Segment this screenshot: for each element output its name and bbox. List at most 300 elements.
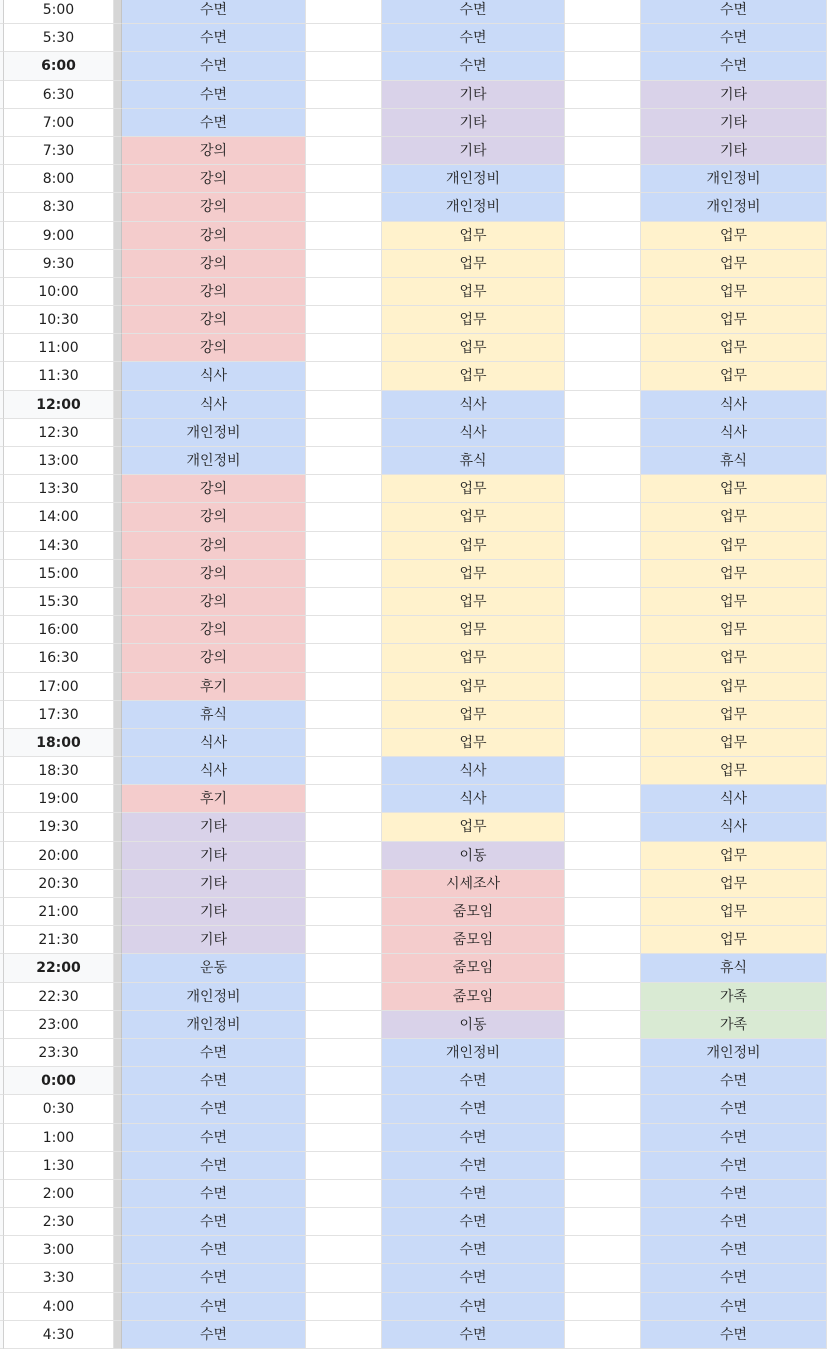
time-cell[interactable]: 16:30: [4, 644, 114, 672]
time-cell[interactable]: 15:30: [4, 588, 114, 616]
empty-cell[interactable]: [565, 278, 641, 306]
activity-cell-col1[interactable]: 강의: [122, 475, 306, 503]
empty-cell[interactable]: [306, 983, 382, 1011]
activity-cell-col2[interactable]: 줌모임: [382, 954, 565, 982]
time-cell[interactable]: 1:00: [4, 1124, 114, 1152]
activity-cell-col2[interactable]: 개인정비: [382, 1039, 565, 1067]
activity-cell-col1[interactable]: 기타: [122, 898, 306, 926]
empty-cell[interactable]: [306, 1039, 382, 1067]
activity-cell-col3[interactable]: 업무: [641, 222, 827, 250]
empty-cell[interactable]: [565, 898, 641, 926]
empty-cell[interactable]: [306, 1293, 382, 1321]
empty-cell[interactable]: [306, 24, 382, 52]
empty-cell[interactable]: [306, 1180, 382, 1208]
activity-cell-col3[interactable]: 개인정비: [641, 165, 827, 193]
frozen-column-divider[interactable]: [114, 870, 122, 898]
activity-cell-col1[interactable]: 강의: [122, 165, 306, 193]
frozen-column-divider[interactable]: [114, 785, 122, 813]
activity-cell-col2[interactable]: 수면: [382, 1208, 565, 1236]
empty-cell[interactable]: [306, 250, 382, 278]
empty-cell[interactable]: [565, 729, 641, 757]
frozen-column-divider[interactable]: [114, 983, 122, 1011]
activity-cell-col3[interactable]: 수면: [641, 1124, 827, 1152]
activity-cell-col2[interactable]: 업무: [382, 644, 565, 672]
frozen-column-divider[interactable]: [114, 222, 122, 250]
activity-cell-col1[interactable]: 강의: [122, 278, 306, 306]
time-cell[interactable]: 12:00: [4, 391, 114, 419]
activity-cell-col3[interactable]: 수면: [641, 1293, 827, 1321]
time-cell[interactable]: 16:00: [4, 616, 114, 644]
activity-cell-col2[interactable]: 식사: [382, 785, 565, 813]
activity-cell-col3[interactable]: 기타: [641, 81, 827, 109]
time-cell[interactable]: 4:00: [4, 1293, 114, 1321]
activity-cell-col3[interactable]: 업무: [641, 278, 827, 306]
frozen-column-divider[interactable]: [114, 813, 122, 841]
empty-cell[interactable]: [565, 137, 641, 165]
frozen-column-divider[interactable]: [114, 278, 122, 306]
frozen-column-divider[interactable]: [114, 475, 122, 503]
activity-cell-col3[interactable]: 수면: [641, 1264, 827, 1292]
activity-cell-col3[interactable]: 업무: [641, 475, 827, 503]
time-cell[interactable]: 13:30: [4, 475, 114, 503]
empty-cell[interactable]: [306, 362, 382, 390]
empty-cell[interactable]: [306, 503, 382, 531]
empty-cell[interactable]: [306, 926, 382, 954]
empty-cell[interactable]: [565, 757, 641, 785]
empty-cell[interactable]: [565, 1067, 641, 1095]
time-cell[interactable]: 9:30: [4, 250, 114, 278]
activity-cell-col1[interactable]: 수면: [122, 1321, 306, 1349]
empty-cell[interactable]: [565, 109, 641, 137]
frozen-column-divider[interactable]: [114, 1293, 122, 1321]
activity-cell-col2[interactable]: 업무: [382, 222, 565, 250]
activity-cell-col3[interactable]: 업무: [641, 701, 827, 729]
activity-cell-col1[interactable]: 수면: [122, 52, 306, 80]
activity-cell-col1[interactable]: 강의: [122, 193, 306, 221]
frozen-column-divider[interactable]: [114, 250, 122, 278]
activity-cell-col1[interactable]: 수면: [122, 109, 306, 137]
empty-cell[interactable]: [565, 785, 641, 813]
empty-cell[interactable]: [565, 983, 641, 1011]
activity-cell-col1[interactable]: 식사: [122, 362, 306, 390]
empty-cell[interactable]: [306, 1011, 382, 1039]
activity-cell-col3[interactable]: 업무: [641, 588, 827, 616]
empty-cell[interactable]: [565, 532, 641, 560]
frozen-column-divider[interactable]: [114, 334, 122, 362]
activity-cell-col1[interactable]: 수면: [122, 1208, 306, 1236]
empty-cell[interactable]: [306, 701, 382, 729]
activity-cell-col3[interactable]: 업무: [641, 757, 827, 785]
empty-cell[interactable]: [565, 165, 641, 193]
empty-cell[interactable]: [306, 616, 382, 644]
time-cell[interactable]: 17:30: [4, 701, 114, 729]
empty-cell[interactable]: [565, 1264, 641, 1292]
time-cell[interactable]: 14:30: [4, 532, 114, 560]
activity-cell-col2[interactable]: 업무: [382, 334, 565, 362]
time-cell[interactable]: 21:30: [4, 926, 114, 954]
activity-cell-col1[interactable]: 수면: [122, 1124, 306, 1152]
activity-cell-col3[interactable]: 업무: [641, 250, 827, 278]
time-cell[interactable]: 0:30: [4, 1095, 114, 1123]
time-cell[interactable]: 8:30: [4, 193, 114, 221]
empty-cell[interactable]: [306, 1067, 382, 1095]
activity-cell-col2[interactable]: 수면: [382, 1124, 565, 1152]
activity-cell-col1[interactable]: 강의: [122, 222, 306, 250]
empty-cell[interactable]: [306, 1264, 382, 1292]
activity-cell-col1[interactable]: 수면: [122, 0, 306, 24]
activity-cell-col2[interactable]: 수면: [382, 1152, 565, 1180]
activity-cell-col2[interactable]: 수면: [382, 24, 565, 52]
time-cell[interactable]: 10:30: [4, 306, 114, 334]
empty-cell[interactable]: [565, 334, 641, 362]
activity-cell-col2[interactable]: 업무: [382, 250, 565, 278]
activity-cell-col3[interactable]: 가족: [641, 983, 827, 1011]
time-cell[interactable]: 14:00: [4, 503, 114, 531]
time-cell[interactable]: 22:00: [4, 954, 114, 982]
activity-cell-col2[interactable]: 업무: [382, 588, 565, 616]
activity-cell-col3[interactable]: 업무: [641, 842, 827, 870]
empty-cell[interactable]: [306, 673, 382, 701]
activity-cell-col2[interactable]: 수면: [382, 0, 565, 24]
activity-cell-col3[interactable]: 업무: [641, 729, 827, 757]
activity-cell-col1[interactable]: 수면: [122, 1152, 306, 1180]
activity-cell-col2[interactable]: 업무: [382, 701, 565, 729]
time-cell[interactable]: 23:00: [4, 1011, 114, 1039]
activity-cell-col3[interactable]: 수면: [641, 1208, 827, 1236]
frozen-column-divider[interactable]: [114, 137, 122, 165]
activity-cell-col3[interactable]: 휴식: [641, 447, 827, 475]
activity-cell-col3[interactable]: 식사: [641, 391, 827, 419]
activity-cell-col3[interactable]: 수면: [641, 52, 827, 80]
frozen-column-divider[interactable]: [114, 419, 122, 447]
empty-cell[interactable]: [565, 250, 641, 278]
activity-cell-col1[interactable]: 운동: [122, 954, 306, 982]
empty-cell[interactable]: [565, 1011, 641, 1039]
frozen-column-divider[interactable]: [114, 362, 122, 390]
frozen-column-divider[interactable]: [114, 1180, 122, 1208]
empty-cell[interactable]: [306, 1124, 382, 1152]
activity-cell-col2[interactable]: 기타: [382, 137, 565, 165]
activity-cell-col1[interactable]: 강의: [122, 532, 306, 560]
activity-cell-col2[interactable]: 줌모임: [382, 898, 565, 926]
frozen-column-divider[interactable]: [114, 306, 122, 334]
empty-cell[interactable]: [565, 842, 641, 870]
frozen-column-divider[interactable]: [114, 1095, 122, 1123]
empty-cell[interactable]: [306, 1152, 382, 1180]
time-cell[interactable]: 7:30: [4, 137, 114, 165]
activity-cell-col1[interactable]: 수면: [122, 1293, 306, 1321]
frozen-column-divider[interactable]: [114, 1264, 122, 1292]
empty-cell[interactable]: [306, 137, 382, 165]
empty-cell[interactable]: [306, 1208, 382, 1236]
empty-cell[interactable]: [565, 503, 641, 531]
activity-cell-col3[interactable]: 수면: [641, 1095, 827, 1123]
empty-cell[interactable]: [565, 616, 641, 644]
empty-cell[interactable]: [565, 475, 641, 503]
time-cell[interactable]: 18:00: [4, 729, 114, 757]
time-cell[interactable]: 0:00: [4, 1067, 114, 1095]
empty-cell[interactable]: [306, 165, 382, 193]
activity-cell-col3[interactable]: 업무: [641, 560, 827, 588]
empty-cell[interactable]: [565, 813, 641, 841]
activity-cell-col3[interactable]: 업무: [641, 532, 827, 560]
frozen-column-divider[interactable]: [114, 0, 122, 24]
activity-cell-col2[interactable]: 식사: [382, 391, 565, 419]
time-cell[interactable]: 3:30: [4, 1264, 114, 1292]
activity-cell-col1[interactable]: 수면: [122, 1236, 306, 1264]
frozen-column-divider[interactable]: [114, 532, 122, 560]
time-cell[interactable]: 11:00: [4, 334, 114, 362]
activity-cell-col2[interactable]: 업무: [382, 616, 565, 644]
activity-cell-col2[interactable]: 수면: [382, 1321, 565, 1349]
empty-cell[interactable]: [565, 306, 641, 334]
empty-cell[interactable]: [306, 419, 382, 447]
activity-cell-col1[interactable]: 휴식: [122, 701, 306, 729]
activity-cell-col1[interactable]: 기타: [122, 842, 306, 870]
activity-cell-col2[interactable]: 식사: [382, 419, 565, 447]
activity-cell-col2[interactable]: 수면: [382, 1180, 565, 1208]
empty-cell[interactable]: [306, 1321, 382, 1349]
activity-cell-col1[interactable]: 식사: [122, 391, 306, 419]
empty-cell[interactable]: [565, 1180, 641, 1208]
activity-cell-col2[interactable]: 업무: [382, 503, 565, 531]
activity-cell-col1[interactable]: 수면: [122, 1067, 306, 1095]
activity-cell-col2[interactable]: 수면: [382, 1264, 565, 1292]
empty-cell[interactable]: [565, 391, 641, 419]
frozen-column-divider[interactable]: [114, 193, 122, 221]
empty-cell[interactable]: [306, 222, 382, 250]
empty-cell[interactable]: [306, 109, 382, 137]
time-cell[interactable]: 6:30: [4, 81, 114, 109]
empty-cell[interactable]: [306, 475, 382, 503]
time-cell[interactable]: 3:00: [4, 1236, 114, 1264]
activity-cell-col3[interactable]: 수면: [641, 1236, 827, 1264]
activity-cell-col3[interactable]: 휴식: [641, 954, 827, 982]
activity-cell-col1[interactable]: 수면: [122, 24, 306, 52]
frozen-column-divider[interactable]: [114, 1236, 122, 1264]
empty-cell[interactable]: [565, 0, 641, 24]
activity-cell-col1[interactable]: 강의: [122, 306, 306, 334]
activity-cell-col1[interactable]: 강의: [122, 137, 306, 165]
empty-cell[interactable]: [306, 334, 382, 362]
empty-cell[interactable]: [306, 588, 382, 616]
activity-cell-col2[interactable]: 식사: [382, 757, 565, 785]
activity-cell-col1[interactable]: 수면: [122, 1095, 306, 1123]
time-cell[interactable]: 20:30: [4, 870, 114, 898]
activity-cell-col3[interactable]: 기타: [641, 137, 827, 165]
empty-cell[interactable]: [306, 193, 382, 221]
empty-cell[interactable]: [306, 278, 382, 306]
empty-cell[interactable]: [306, 81, 382, 109]
frozen-column-divider[interactable]: [114, 673, 122, 701]
activity-cell-col1[interactable]: 후기: [122, 785, 306, 813]
activity-cell-col3[interactable]: 업무: [641, 870, 827, 898]
frozen-column-divider[interactable]: [114, 24, 122, 52]
empty-cell[interactable]: [565, 1039, 641, 1067]
activity-cell-col1[interactable]: 개인정비: [122, 983, 306, 1011]
activity-cell-col1[interactable]: 수면: [122, 1039, 306, 1067]
activity-cell-col3[interactable]: 기타: [641, 109, 827, 137]
activity-cell-col3[interactable]: 수면: [641, 0, 827, 24]
empty-cell[interactable]: [565, 193, 641, 221]
empty-cell[interactable]: [565, 1293, 641, 1321]
activity-cell-col3[interactable]: 업무: [641, 334, 827, 362]
empty-cell[interactable]: [565, 926, 641, 954]
empty-cell[interactable]: [306, 560, 382, 588]
empty-cell[interactable]: [565, 1321, 641, 1349]
empty-cell[interactable]: [565, 560, 641, 588]
empty-cell[interactable]: [565, 362, 641, 390]
time-cell[interactable]: 19:00: [4, 785, 114, 813]
empty-cell[interactable]: [565, 701, 641, 729]
empty-cell[interactable]: [306, 0, 382, 24]
empty-cell[interactable]: [565, 954, 641, 982]
empty-cell[interactable]: [565, 1152, 641, 1180]
empty-cell[interactable]: [565, 447, 641, 475]
activity-cell-col3[interactable]: 식사: [641, 813, 827, 841]
empty-cell[interactable]: [306, 842, 382, 870]
empty-cell[interactable]: [565, 52, 641, 80]
activity-cell-col2[interactable]: 업무: [382, 813, 565, 841]
empty-cell[interactable]: [306, 870, 382, 898]
frozen-column-divider[interactable]: [114, 391, 122, 419]
activity-cell-col1[interactable]: 강의: [122, 616, 306, 644]
activity-cell-col3[interactable]: 개인정비: [641, 1039, 827, 1067]
time-cell[interactable]: 22:30: [4, 983, 114, 1011]
activity-cell-col2[interactable]: 수면: [382, 1095, 565, 1123]
empty-cell[interactable]: [306, 52, 382, 80]
activity-cell-col3[interactable]: 업무: [641, 926, 827, 954]
activity-cell-col2[interactable]: 이동: [382, 842, 565, 870]
activity-cell-col2[interactable]: 업무: [382, 560, 565, 588]
empty-cell[interactable]: [565, 419, 641, 447]
frozen-column-divider[interactable]: [114, 81, 122, 109]
activity-cell-col1[interactable]: 강의: [122, 644, 306, 672]
activity-cell-col1[interactable]: 개인정비: [122, 447, 306, 475]
activity-cell-col3[interactable]: 식사: [641, 785, 827, 813]
frozen-column-divider[interactable]: [114, 52, 122, 80]
empty-cell[interactable]: [565, 1208, 641, 1236]
empty-cell[interactable]: [306, 1095, 382, 1123]
empty-cell[interactable]: [565, 1236, 641, 1264]
empty-cell[interactable]: [565, 1095, 641, 1123]
empty-cell[interactable]: [306, 644, 382, 672]
frozen-column-divider[interactable]: [114, 757, 122, 785]
frozen-column-divider[interactable]: [114, 701, 122, 729]
activity-cell-col1[interactable]: 수면: [122, 81, 306, 109]
time-cell[interactable]: 5:00: [4, 0, 114, 24]
empty-cell[interactable]: [565, 673, 641, 701]
activity-cell-col1[interactable]: 기타: [122, 926, 306, 954]
empty-cell[interactable]: [306, 785, 382, 813]
activity-cell-col3[interactable]: 수면: [641, 1180, 827, 1208]
activity-cell-col3[interactable]: 수면: [641, 24, 827, 52]
empty-cell[interactable]: [306, 729, 382, 757]
time-cell[interactable]: 20:00: [4, 842, 114, 870]
activity-cell-col2[interactable]: 업무: [382, 278, 565, 306]
activity-cell-col3[interactable]: 업무: [641, 616, 827, 644]
activity-cell-col3[interactable]: 업무: [641, 362, 827, 390]
activity-cell-col1[interactable]: 수면: [122, 1180, 306, 1208]
frozen-column-divider[interactable]: [114, 165, 122, 193]
empty-cell[interactable]: [565, 1124, 641, 1152]
activity-cell-col2[interactable]: 업무: [382, 306, 565, 334]
activity-cell-col2[interactable]: 이동: [382, 1011, 565, 1039]
frozen-column-divider[interactable]: [114, 729, 122, 757]
frozen-column-divider[interactable]: [114, 1011, 122, 1039]
time-cell[interactable]: 11:30: [4, 362, 114, 390]
activity-cell-col2[interactable]: 업무: [382, 729, 565, 757]
time-cell[interactable]: 13:00: [4, 447, 114, 475]
activity-cell-col3[interactable]: 업무: [641, 898, 827, 926]
activity-cell-col1[interactable]: 기타: [122, 813, 306, 841]
empty-cell[interactable]: [306, 757, 382, 785]
activity-cell-col1[interactable]: 식사: [122, 757, 306, 785]
frozen-column-divider[interactable]: [114, 926, 122, 954]
time-cell[interactable]: 7:00: [4, 109, 114, 137]
empty-cell[interactable]: [306, 447, 382, 475]
time-cell[interactable]: 2:30: [4, 1208, 114, 1236]
time-cell[interactable]: 15:00: [4, 560, 114, 588]
activity-cell-col1[interactable]: 후기: [122, 673, 306, 701]
activity-cell-col1[interactable]: 강의: [122, 334, 306, 362]
empty-cell[interactable]: [306, 391, 382, 419]
time-cell[interactable]: 5:30: [4, 24, 114, 52]
activity-cell-col2[interactable]: 수면: [382, 52, 565, 80]
empty-cell[interactable]: [306, 306, 382, 334]
frozen-column-divider[interactable]: [114, 842, 122, 870]
activity-cell-col1[interactable]: 기타: [122, 870, 306, 898]
empty-cell[interactable]: [565, 81, 641, 109]
time-cell[interactable]: 21:00: [4, 898, 114, 926]
frozen-column-divider[interactable]: [114, 616, 122, 644]
frozen-column-divider[interactable]: [114, 1208, 122, 1236]
time-cell[interactable]: 19:30: [4, 813, 114, 841]
activity-cell-col2[interactable]: 기타: [382, 81, 565, 109]
activity-cell-col1[interactable]: 강의: [122, 503, 306, 531]
frozen-column-divider[interactable]: [114, 1152, 122, 1180]
activity-cell-col3[interactable]: 수면: [641, 1067, 827, 1095]
empty-cell[interactable]: [306, 954, 382, 982]
activity-cell-col2[interactable]: 수면: [382, 1293, 565, 1321]
activity-cell-col1[interactable]: 강의: [122, 560, 306, 588]
time-cell[interactable]: 1:30: [4, 1152, 114, 1180]
time-cell[interactable]: 6:00: [4, 52, 114, 80]
time-cell[interactable]: 8:00: [4, 165, 114, 193]
activity-cell-col1[interactable]: 수면: [122, 1264, 306, 1292]
empty-cell[interactable]: [306, 1236, 382, 1264]
frozen-column-divider[interactable]: [114, 109, 122, 137]
activity-cell-col2[interactable]: 줌모임: [382, 983, 565, 1011]
activity-cell-col2[interactable]: 기타: [382, 109, 565, 137]
activity-cell-col3[interactable]: 업무: [641, 503, 827, 531]
frozen-column-divider[interactable]: [114, 560, 122, 588]
activity-cell-col3[interactable]: 식사: [641, 419, 827, 447]
activity-cell-col2[interactable]: 시세조사: [382, 870, 565, 898]
frozen-column-divider[interactable]: [114, 898, 122, 926]
time-cell[interactable]: 23:30: [4, 1039, 114, 1067]
empty-cell[interactable]: [565, 222, 641, 250]
empty-cell[interactable]: [306, 532, 382, 560]
empty-cell[interactable]: [565, 24, 641, 52]
activity-cell-col3[interactable]: 수면: [641, 1321, 827, 1349]
frozen-column-divider[interactable]: [114, 503, 122, 531]
empty-cell[interactable]: [565, 870, 641, 898]
time-cell[interactable]: 18:30: [4, 757, 114, 785]
time-cell[interactable]: 9:00: [4, 222, 114, 250]
activity-cell-col2[interactable]: 개인정비: [382, 165, 565, 193]
time-cell[interactable]: 12:30: [4, 419, 114, 447]
